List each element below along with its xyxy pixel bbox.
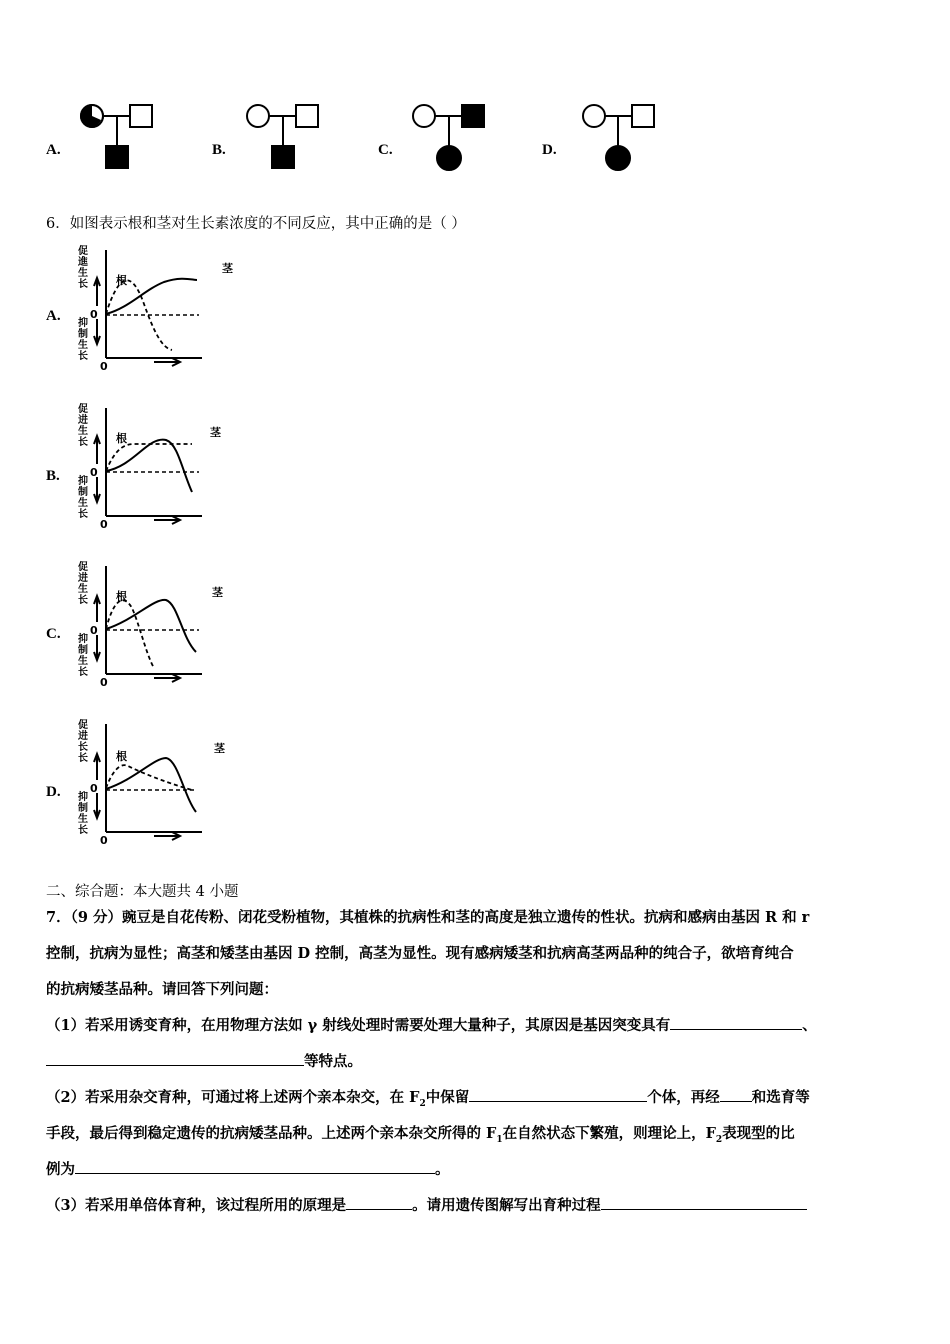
svg-text:0: 0 — [90, 466, 98, 479]
child-symbol — [106, 146, 128, 168]
svg-text:生: 生 — [78, 426, 88, 437]
svg-text:促: 促 — [78, 404, 88, 415]
auxin-response-graph — [74, 242, 254, 377]
answer-blank[interactable] — [46, 1051, 304, 1066]
option-label: C. — [46, 626, 61, 642]
svg-text:0: 0 — [90, 782, 98, 795]
option-label: C. — [378, 142, 393, 158]
svg-text:生: 生 — [78, 498, 88, 509]
svg-text:0: 0 — [100, 360, 108, 373]
q7-part-2-line-a: （2）若采用杂交育种，可通过将上述两个亲本杂交，在 $F_2$中保留 个体，再经 和选育等 — [46, 1089, 810, 1109]
answer-blank[interactable] — [75, 1159, 435, 1174]
y-label-promote-2: 進 — [78, 257, 88, 268]
svg-text:抑: 抑 — [78, 634, 88, 645]
section-2-heading: 二、综合题：本大题共 4 小题 — [46, 884, 239, 900]
svg-text:制: 制 — [78, 803, 88, 814]
svg-text:制: 制 — [78, 645, 88, 656]
option-label: B. — [46, 468, 60, 484]
svg-text:茎: 茎 — [210, 426, 221, 439]
option-label: D. — [542, 142, 557, 158]
q7-line-2: 控制，抗病为显性；高茎和矮茎由基因 D 控制，高茎为显性。现有感病矮茎和抗病高茎两品种的纯合子，欲培育纯合 — [46, 945, 794, 962]
answer-blank[interactable] — [670, 1015, 802, 1030]
y-label-promote-1: 促 — [78, 246, 88, 257]
svg-text:生: 生 — [78, 814, 88, 825]
q7-line-1: 7．（9 分）豌豆是自花传粉、闭花受粉植物，其植株的抗病性和茎的高度是独立遗传的性状。抗病和感病由基因 R 和 r — [46, 909, 810, 926]
question-6-stem: 6．如图表示根和茎对生长素浓度的不同反应，其中正确的是（ ） — [46, 216, 466, 232]
pedigree-diagram — [408, 100, 538, 175]
svg-text:根: 根 — [116, 432, 127, 445]
svg-text:根: 根 — [116, 590, 127, 603]
answer-blank[interactable] — [469, 1087, 647, 1102]
option-label: B. — [212, 142, 226, 158]
svg-text:进: 进 — [78, 731, 88, 742]
svg-text:0: 0 — [100, 834, 108, 847]
svg-text:促: 促 — [78, 562, 88, 573]
pedigree-diagram — [242, 100, 372, 175]
svg-text:生: 生 — [78, 584, 88, 595]
svg-text:长: 长 — [78, 825, 88, 836]
pedigree-diagram — [76, 100, 206, 175]
q7-part-1-line-a: （1）若采用诱变育种，在用物理方法如 γ 射线处理时需要处理大量种子，其原因是基因突变具有 、 — [46, 1017, 817, 1034]
auxin-response-graph — [74, 716, 254, 851]
answer-blank[interactable] — [601, 1195, 807, 1210]
pedigree-diagram — [572, 100, 702, 175]
option-label: A. — [46, 142, 61, 158]
svg-text:长: 长 — [78, 742, 88, 753]
svg-text:抑: 抑 — [78, 476, 88, 487]
svg-text:根: 根 — [116, 750, 127, 763]
q7-part-2-line-b: 手段，最后得到稳定遗传的抗病矮茎品种。上述两个亲本杂交所得的 $F_1$在自然状态下繁殖，则理论上，$F_2$表现型的比 — [46, 1125, 795, 1145]
svg-text:长: 长 — [78, 595, 88, 606]
q7-part-1-line-b: 等特点。 — [46, 1050, 362, 1071]
y-label-promote-3: 生 — [78, 268, 88, 279]
svg-text:进: 进 — [78, 415, 88, 426]
y-label-promote-4: 长 — [78, 279, 88, 290]
svg-text:制: 制 — [78, 487, 88, 498]
svg-text:茎: 茎 — [212, 586, 223, 599]
option-label: D. — [46, 784, 61, 800]
svg-text:0: 0 — [90, 308, 98, 321]
option-label: A. — [46, 308, 61, 324]
svg-text:长: 长 — [78, 667, 88, 678]
q7-part-2-line-c: 例为 。 — [46, 1161, 450, 1178]
y-label-inhibit-1: 抑 — [78, 318, 88, 329]
svg-text:抑: 抑 — [78, 792, 88, 803]
svg-text:生: 生 — [78, 656, 88, 667]
svg-text:长: 长 — [78, 437, 88, 448]
y-label-inhibit-3: 生 — [78, 340, 88, 351]
q7-line-3: 的抗病矮茎品种。请回答下列问题： — [46, 981, 278, 998]
svg-text:茎: 茎 — [222, 262, 233, 275]
svg-text:长: 长 — [78, 509, 88, 520]
svg-text:长: 长 — [78, 753, 88, 764]
q7-part-3-line: （3）若采用单倍体育种，该过程所用的原理是 。请用遗传图解写出育种过程 — [46, 1194, 807, 1215]
auxin-response-graph — [74, 558, 254, 693]
father-symbol — [130, 105, 152, 127]
svg-text:促: 促 — [78, 720, 88, 731]
svg-text:根: 根 — [116, 274, 127, 287]
svg-text:0: 0 — [100, 518, 108, 531]
svg-text:进: 进 — [78, 573, 88, 584]
svg-text:茎: 茎 — [214, 742, 225, 755]
auxin-response-graph — [74, 400, 254, 535]
answer-blank[interactable] — [720, 1087, 752, 1102]
svg-text:0: 0 — [100, 676, 108, 689]
svg-text:0: 0 — [90, 624, 98, 637]
answer-blank[interactable] — [346, 1195, 412, 1210]
svg-text:长: 长 — [78, 351, 88, 362]
y-label-inhibit-2: 制 — [78, 329, 88, 340]
